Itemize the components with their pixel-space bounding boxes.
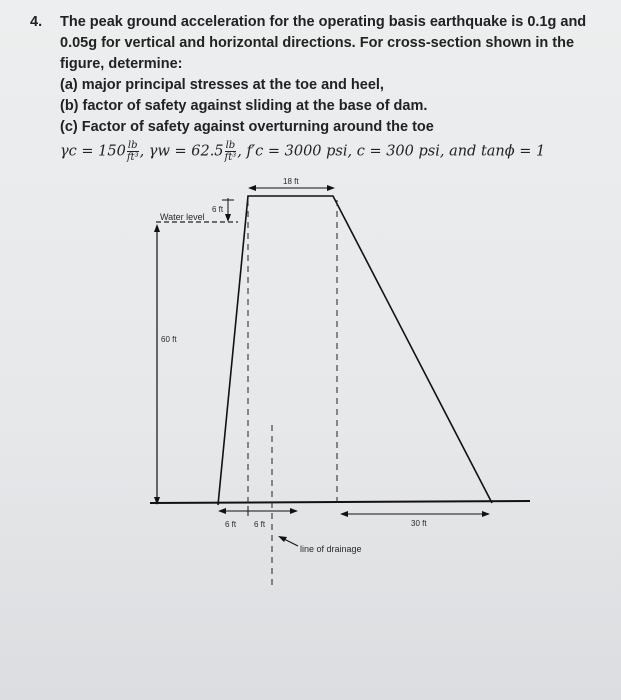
drainage-arrow-icon [278,536,287,542]
toe-arrow-right-icon [482,511,490,517]
heel-width-label-2: 6 ft [254,520,266,529]
freeboard-arrow-icon [225,214,231,222]
drainage-label: line of drainage [300,544,362,554]
unit-den-1: ft³ [126,152,139,163]
height-arrow-up-icon [154,224,160,232]
toe-width-label: 30 ft [411,519,427,528]
water-level-label: Water level [160,212,205,222]
material-constants: , f′c = 3000 psi, c = 300 psi, and tanϕ = 1 [237,143,546,160]
part-c: (c) Factor of safety against overturning around the toe [60,119,434,135]
arrow-right-icon [327,185,335,191]
gamma-w-value: , γw = 62.5 [139,143,224,160]
toe-arrow-left-icon [340,511,348,517]
top-width-label: 18 ft [283,177,299,186]
part-a: (a) major principal stresses at the toe and heel, [60,77,384,93]
problem-line-2: 0.05g for vertical and horizontal directions. For cross-section shown in the [60,35,575,51]
problem-number: 4. [30,14,43,30]
ground-line [150,501,530,503]
height-label: 60 ft [161,335,177,344]
unit-den-2: ft³ [224,152,237,163]
heel-arrow-left-icon [218,508,226,514]
heel-width-label-1: 6 ft [225,520,237,529]
heel-arrow-right-icon [290,508,298,514]
unit-num-1: lb [127,140,138,151]
dam-outline [218,196,492,505]
problem-text-1: The peak ground acceleration for the operating basis earthquake is 0.1g and [60,14,587,30]
unit-num-2: lb [225,140,236,151]
part-b: (b) factor of safety against sliding at the base of dam. [60,98,428,114]
gamma-c-value: γc = 150 [60,143,126,160]
freeboard-label: 6 ft [212,205,224,214]
problem-line-3: figure, determine: [60,56,183,72]
arrow-left-icon [248,185,256,191]
